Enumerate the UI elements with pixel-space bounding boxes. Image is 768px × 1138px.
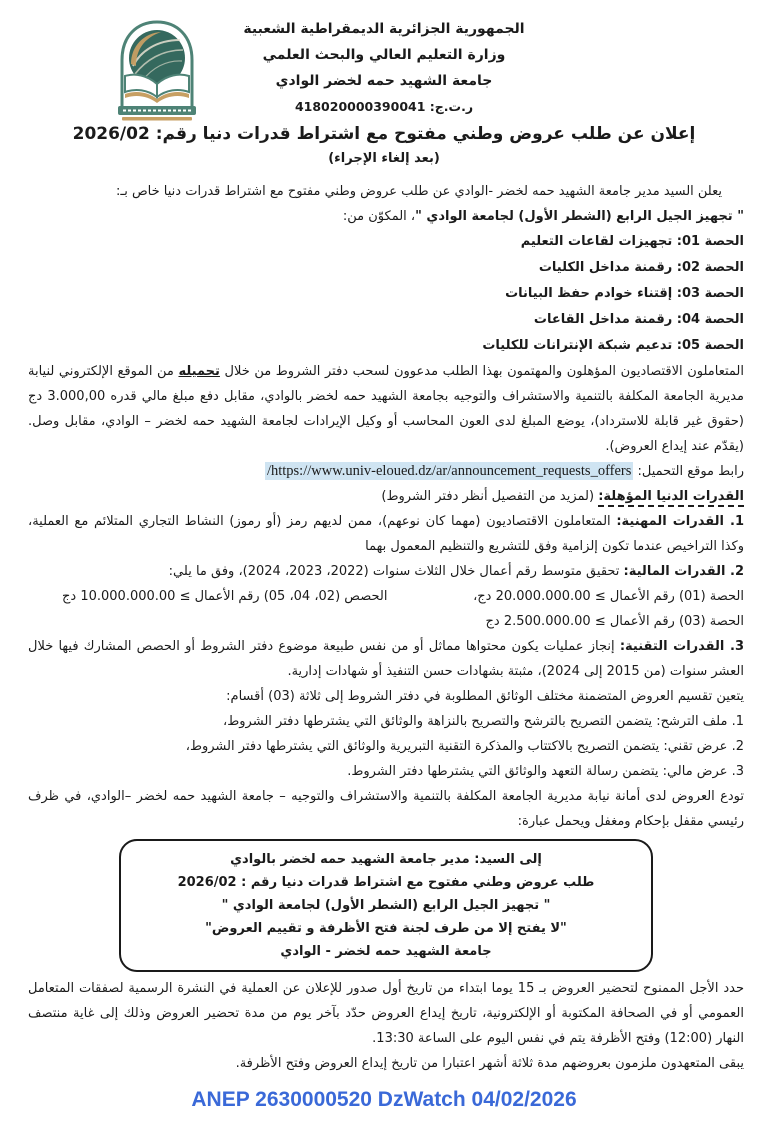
envelope-line-university: جامعة الشهيد حمه لخضر - الوادي — [280, 944, 492, 959]
anep-reference: ANEP 2630000520 DzWatch 04/02/2026 — [191, 1088, 577, 1111]
withdrawal-text-after: من الموقع الإلكتروني لنيابة مديرية الجامعة المكلفة بالتنمية والاستشراف والتوجيه بجامعة الشهيد حمه لخضر بالوادي، مقابل دفع مبلغ مالي قدره 3.000,00 دج (حقوق غير قابلة للاسترداد)، يوضع المبلغ لدى العون المحاسب أو وكيل الإيرادات لجامعة الشهيد حمه لخضر – الوادي، مقابل وصل. (يقدّم عند إيداع العروض). — [28, 364, 744, 454]
professional-capabilities — [28, 509, 744, 559]
division-item-financial: 3. عرض مالي: يتضمن رسالة التعهد والوثائق التي يشترطها دفتر الشروط. — [347, 764, 744, 779]
division-item-technical: 2. عرض تقني: يتضمن التصريح بالاكتتاب والمذكرة التقنية التبريرية والوثائق التي يشترطها دفتر الشروط، — [185, 739, 744, 754]
withdrawal-text-before: المتعاملون الاقتصاديون المؤهلون والمهتمون بهذا الطلب مدعوون لسحب دفتر الشروط من خلال — [219, 364, 744, 379]
threshold-lot03: الحصة (03) رقم الأعمال ≥ 2.500.000.00 دج — [485, 614, 744, 629]
professional-label: 1. القدرات المهنية: — [616, 514, 745, 529]
technical-label: 3. القدرات التقنية: — [619, 639, 744, 654]
university-logo — [98, 14, 216, 124]
download-link-line — [28, 459, 744, 484]
capabilities-heading-note: (لمزيد من التفصيل أنظر دفتر الشروط) — [381, 489, 599, 504]
financial-capabilities — [28, 559, 744, 584]
submission-paragraph: تودع العروض لدى أمانة نيابة مديرية الجامعة المكلفة بالتنمية والاستشراف والتوجيه – جامعة الشهيد حمه لخضر –الوادي، في ظرف رئيسي مقفل بإحكام ومغفل ويحمل عبارة: — [28, 789, 744, 829]
technical-text: إنجاز عمليات يكون محتواها مماثل أو من نفس طبيعة موضوع دفتر الشروط أو الحصص المشارك فيها خلال العشر سنوات (من 2015 إلى 2024)، مثبتة بشهادات حسن التنفيذ أو شهادات إدارية. — [28, 639, 744, 679]
project-title: " تجهيز الجيل الرابع (الشطر الأول) لجامعة الوادي " — [415, 209, 744, 224]
envelope-line-project: " تجهيز الجيل الرابع (الشطر الأول) لجامعة الوادي " — [221, 898, 551, 913]
envelope-line-addressee: إلى السيد: مدير جامعة الشهيد حمه لخضر بالوادي — [230, 852, 542, 867]
threshold-lot01: الحصة (01) رقم الأعمال ≥ 20.000.000.00 دج، — [473, 589, 744, 604]
lot-item-04: الحصة 04: رقمنة مداخل القاعات — [533, 312, 744, 327]
project-line — [28, 204, 744, 229]
announcement-subtitle: (بعد إلغاء الإجراء) — [328, 151, 440, 166]
envelope-line-tender-ref: طلب عروض وطني مفتوح مع اشتراط قدرات دنيا رقم : 2026/02 — [177, 875, 595, 890]
project-suffix: ، المكوّن من: — [342, 209, 416, 224]
capabilities-heading: القدرات الدنيا المؤهلة: — [598, 489, 744, 507]
financial-text: تحقيق متوسط رقم أعمال خلال الثلاث سنوات (2022، 2023، 2024)، وفق ما يلي: — [168, 564, 620, 579]
threshold-lots-02-04-05: الحصص (02، 04، 05) رقم الأعمال ≥ 10.000.000.00 دج — [62, 589, 388, 604]
download-emphasis: تحميله — [178, 364, 220, 379]
header-university: جامعة الشهيد حمه لخضر الوادي — [275, 73, 493, 89]
intro-line: يعلن السيد مدير جامعة الشهيد حمه لخضر -الوادي عن طلب عروض وطني مفتوح مع اشتراط قدرات دنيا خاص بـ: — [116, 184, 722, 199]
envelope-line-warning: "لا يفتح إلا من طرف لجنة فتح الأظرفة و تقييم العروض" — [205, 921, 567, 936]
announcement-title: إعلان عن طلب عروض وطني مفتوح مع اشتراط قدرات دنيا رقم: 2026/02 — [72, 124, 696, 144]
envelope-label-box — [119, 839, 653, 972]
header-country: الجمهورية الجزائرية الديمقراطية الشعبية — [243, 21, 525, 37]
lot-item-05: الحصة 05: تدعيم شبكة الإنترانات للكليات — [482, 338, 744, 353]
division-intro: يتعين تقسيم العروض المتضمنة مختلف الوثائق المطلوبة في دفتر الشروط إلى ثلاثة (03) أقسام: — [226, 689, 744, 704]
download-label: رابط موقع التحميل: — [637, 464, 744, 479]
withdrawal-paragraph — [28, 359, 744, 459]
header-registry-number: ر.ت.ج: 418020000390041 — [294, 99, 474, 114]
university-logo-graphic — [98, 14, 216, 124]
financial-thresholds-row — [28, 584, 744, 609]
validity-paragraph: يبقى المتعهدون ملزمون بعروضهم مدة ثلاثة أشهر اعتبارا من تاريخ إيداع العروض وفتح الأظرفة. — [235, 1056, 744, 1071]
document-body — [0, 171, 768, 1076]
lot-item-03: الحصة 03: إقتناء خوادم حفظ البيانات — [505, 286, 744, 301]
lot-item-02: الحصة 02: رقمنة مداخل الكليات — [538, 260, 744, 275]
financial-label: 2. القدرات المالية: — [623, 564, 744, 579]
header-ministry: وزارة التعليم العالي والبحث العلمي — [262, 47, 506, 63]
professional-text: المتعاملون الاقتصاديون (مهما كان نوعهم)، ممن لديهم رمز (أو رموز) النشاط التجاري المتلائم مع العملية، وكذا التراخيص عندما تكون إلزامية وفق للتشريع والتنظيم المعمول بهما — [28, 514, 744, 554]
deadline-paragraph: حدد الأجل الممنوح لتحضير العروض بـ 15 يوما ابتداء من تاريخ أول صدور للإعلان عن العملية في النشرة الرسمية لصفقات المتعامل العمومي أو في الصحافة المكتوبة أو الإلكترونية، تاريخ إيداع العروض حدّد بآخر يوم من مدة تحضير العروض وذلك إلى غاية منتصف النهار (12:00) وفتح الأظرفة يتم في نفس اليوم على الساعة 13:30. — [28, 981, 744, 1046]
technical-capabilities — [28, 634, 744, 684]
capabilities-heading-line — [28, 484, 744, 509]
download-url-link[interactable]: https://www.univ-eloued.dz/ar/announcement_requests_offers/ — [266, 463, 632, 479]
division-item-candidacy: 1. ملف الترشح: يتضمن التصريح بالترشح والتصريح بالنزاهة والوثائق التي يشترطها دفتر الشروط، — [223, 714, 744, 729]
lot-item-01: الحصة 01: تجهيزات لقاعات التعليم — [520, 234, 744, 249]
